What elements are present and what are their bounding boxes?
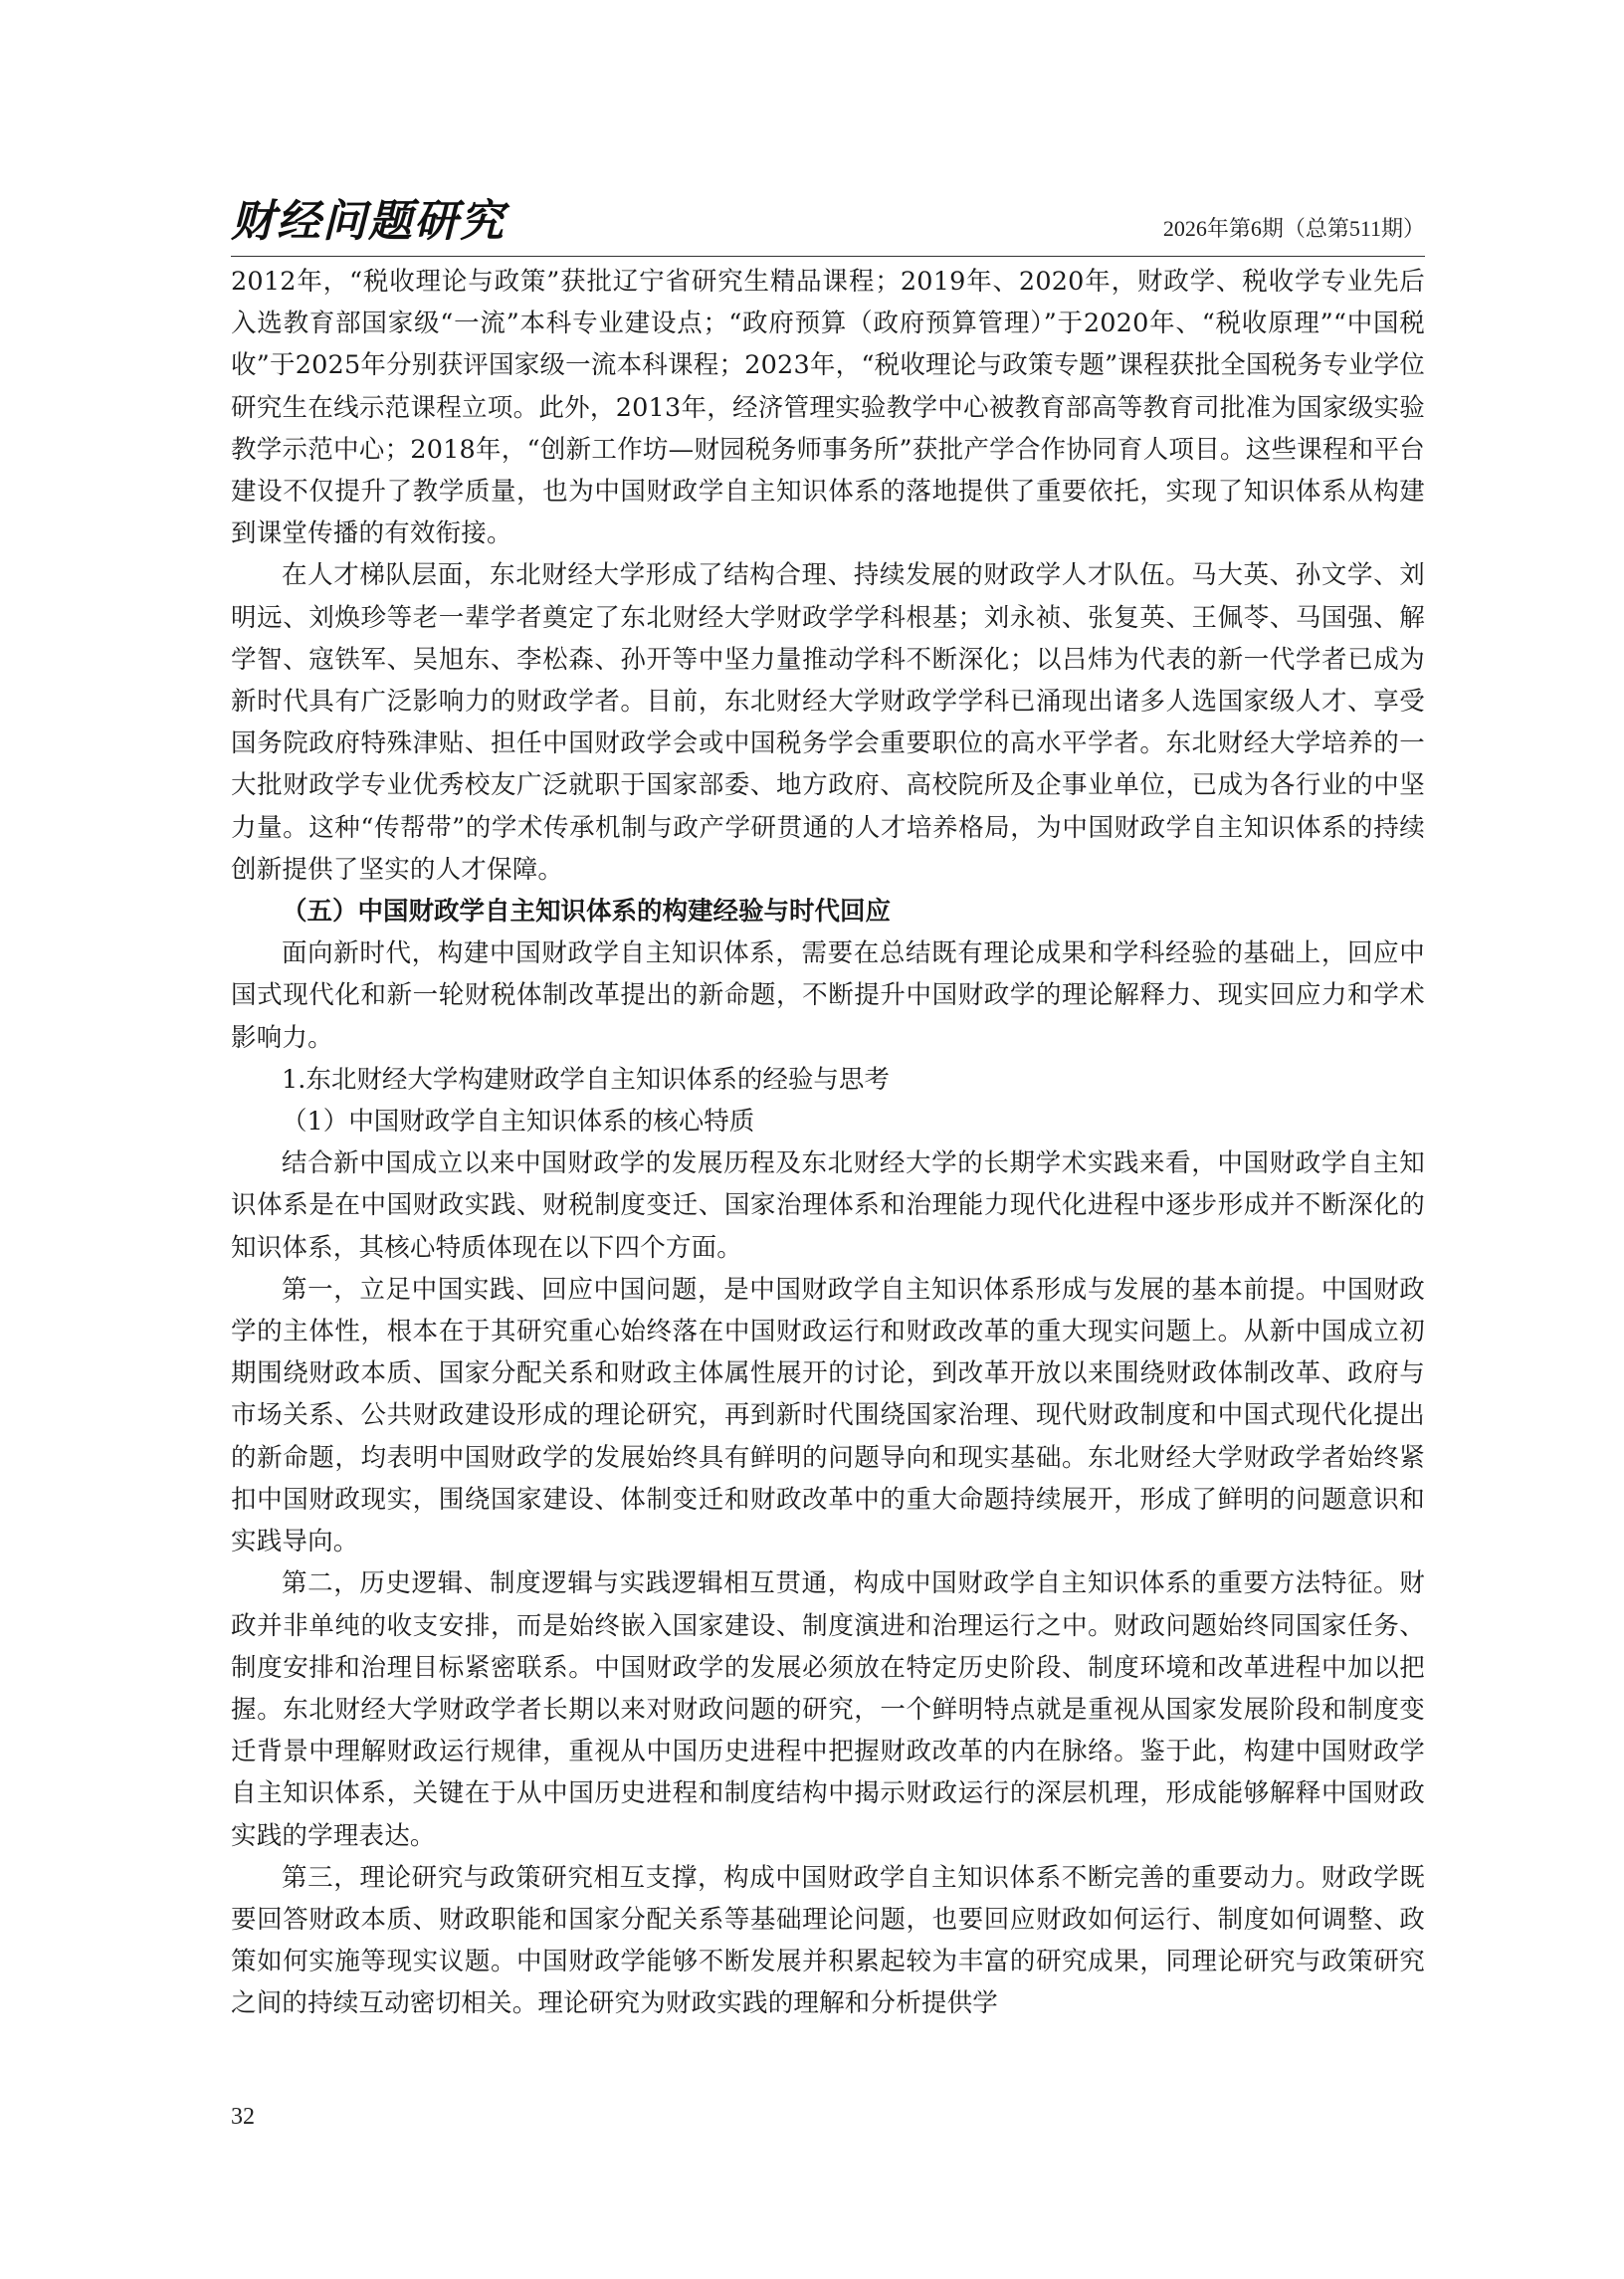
body-paragraph: 第一，立足中国实践、回应中国问题，是中国财政学自主知识体系形成与发展的基本前提。中国财政学的主体性，根本在于其研究重心始终落在中国财政运行和财政改革的重大现实问题上。从新中国成立初期围绕财政本质、国家分配关系和财政主体属性展开的讨论，到改革开放以来围绕财政体制改革、政府与市场关系、公共财政建设形成的理论研究，再到新时代围绕国家治理、现代财政制度和中国式现代化提出的新命题，均表明中国财政学的发展始终具有鲜明的问题导向和现实基础。东北财经大学财政学者始终紧扣中国财政现实，围绕国家建设、体制变迁和财政改革中的重大命题持续展开，形成了鲜明的问题意识和实践导向。 — [231, 1274, 1425, 1557]
section-heading: （五）中国财政学自主知识体系的构建经验与时代回应 — [282, 897, 892, 928]
body-paragraph: 第三，理论研究与政策研究相互支撑，构成中国财政学自主知识体系不断完善的重要动力。财政学既要回答财政本质、财政职能和国家分配关系等基础理论问题，也要回应财政如何运行、制度如何调整、政策如何实施等现实议题。中国财政学能够不断发展并积累起较为丰富的研究成果，同理论研究与政策研究之间的持续互动密切相关。理论研究为财政实践的理解和分析提供学 — [231, 1862, 1425, 2019]
body-paragraph: 面向新时代，构建中国财政学自主知识体系，需要在总结既有理论成果和学科经验的基础上，回应中国式现代化和新一轮财税体制改革提出的新命题，不断提升中国财政学的理论解释力、现实回应力和学术影响力。 — [231, 938, 1425, 1053]
body-paragraph: 结合新中国成立以来中国财政学的发展历程及东北财经大学的长期学术实践来看，中国财政学自主知识体系是在中国财政实践、财税制度变迁、国家治理体系和治理能力现代化进程中逐步形成并不断深化的知识体系，其核心特质体现在以下四个方面。 — [231, 1148, 1425, 1263]
subsection-heading: 1.东北财经大学构建财政学自主知识体系的经验与思考 — [282, 1064, 890, 1095]
subsection-heading: （1）中国财政学自主知识体系的核心特质 — [282, 1107, 755, 1138]
running-header — [231, 194, 1425, 252]
body-paragraph: 在人才梯队层面，东北财经大学形成了结构合理、持续发展的财政学人才队伍。马大英、孙文学、刘明远、刘焕珍等老一辈学者奠定了东北财经大学财政学学科根基；刘永祯、张复英、王佩苓、马国强、解学智、寇铁军、吴旭东、李松森、孙开等中坚力量推动学科不断深化；以吕炜为代表的新一代学者已成为新时代具有广泛影响力的财政学者。目前，东北财经大学财政学学科已涌现出诸多人选国家级人才、享受国务院政府特殊津贴、担任中国财政学会或中国税务学会重要职位的高水平学者。东北财经大学培养的一大批财政学专业优秀校友广泛就职于国家部委、地方政府、高校院所及企事业单位，已成为各行业的中坚力量。这种“传帮带”的学术传承机制与政产学研贯通的人才培养格局，为中国财政学自主知识体系的持续创新提供了坚实的人才保障。 — [231, 560, 1425, 885]
article-body — [231, 261, 1425, 2025]
page-number: 32 — [231, 2104, 255, 2130]
journal-title: 财经问题研究 — [231, 196, 506, 247]
body-paragraph: 2012年，“税收理论与政策”获批辽宁省研究生精品课程；2019年、2020年，财政学、税收学专业先后入选教育部国家级“一流”本科专业建设点；“政府预算（政府预算管理）”于2020年、“税收原理”“中国税收”于2025年分别获评国家级一流本科课程；2023年，“税收理论与政策专题”课程获批全国税务专业学位研究生在线示范课程立项。此外，2013年，经济管理实验教学中心被教育部高等教育司批准为国家级实验教学示范中心；2018年，“创新工作坊—财园税务师事务所”获批产学合作协同育人项目。这些课程和平台建设不仅提升了教学质量，也为中国财政学自主知识体系的落地提供了重要依托，实现了知识体系从构建到课堂传播的有效衔接。 — [231, 267, 1425, 549]
header-rule — [231, 256, 1425, 257]
issue-info: 2026年第6期（总第511期） — [1162, 216, 1425, 241]
body-paragraph: 第二，历史逻辑、制度逻辑与实践逻辑相互贯通，构成中国财政学自主知识体系的重要方法特征。财政并非单纯的收支安排，而是始终嵌入国家建设、制度演进和治理运行之中。财政问题始终同国家任务、制度安排和治理目标紧密联系。中国财政学的发展必须放在特定历史阶段、制度环境和改革进程中加以把握。东北财经大学财政学者长期以来对财政问题的研究，一个鲜明特点就是重视从国家发展阶段和制度变迁背景中理解财政运行规律，重视从中国历史进程中把握财政改革的内在脉络。鉴于此，构建中国财政学自主知识体系，关键在于从中国历史进程和制度结构中揭示财政运行的深层机理，形成能够解释中国财政实践的学理表达。 — [231, 1568, 1425, 1851]
